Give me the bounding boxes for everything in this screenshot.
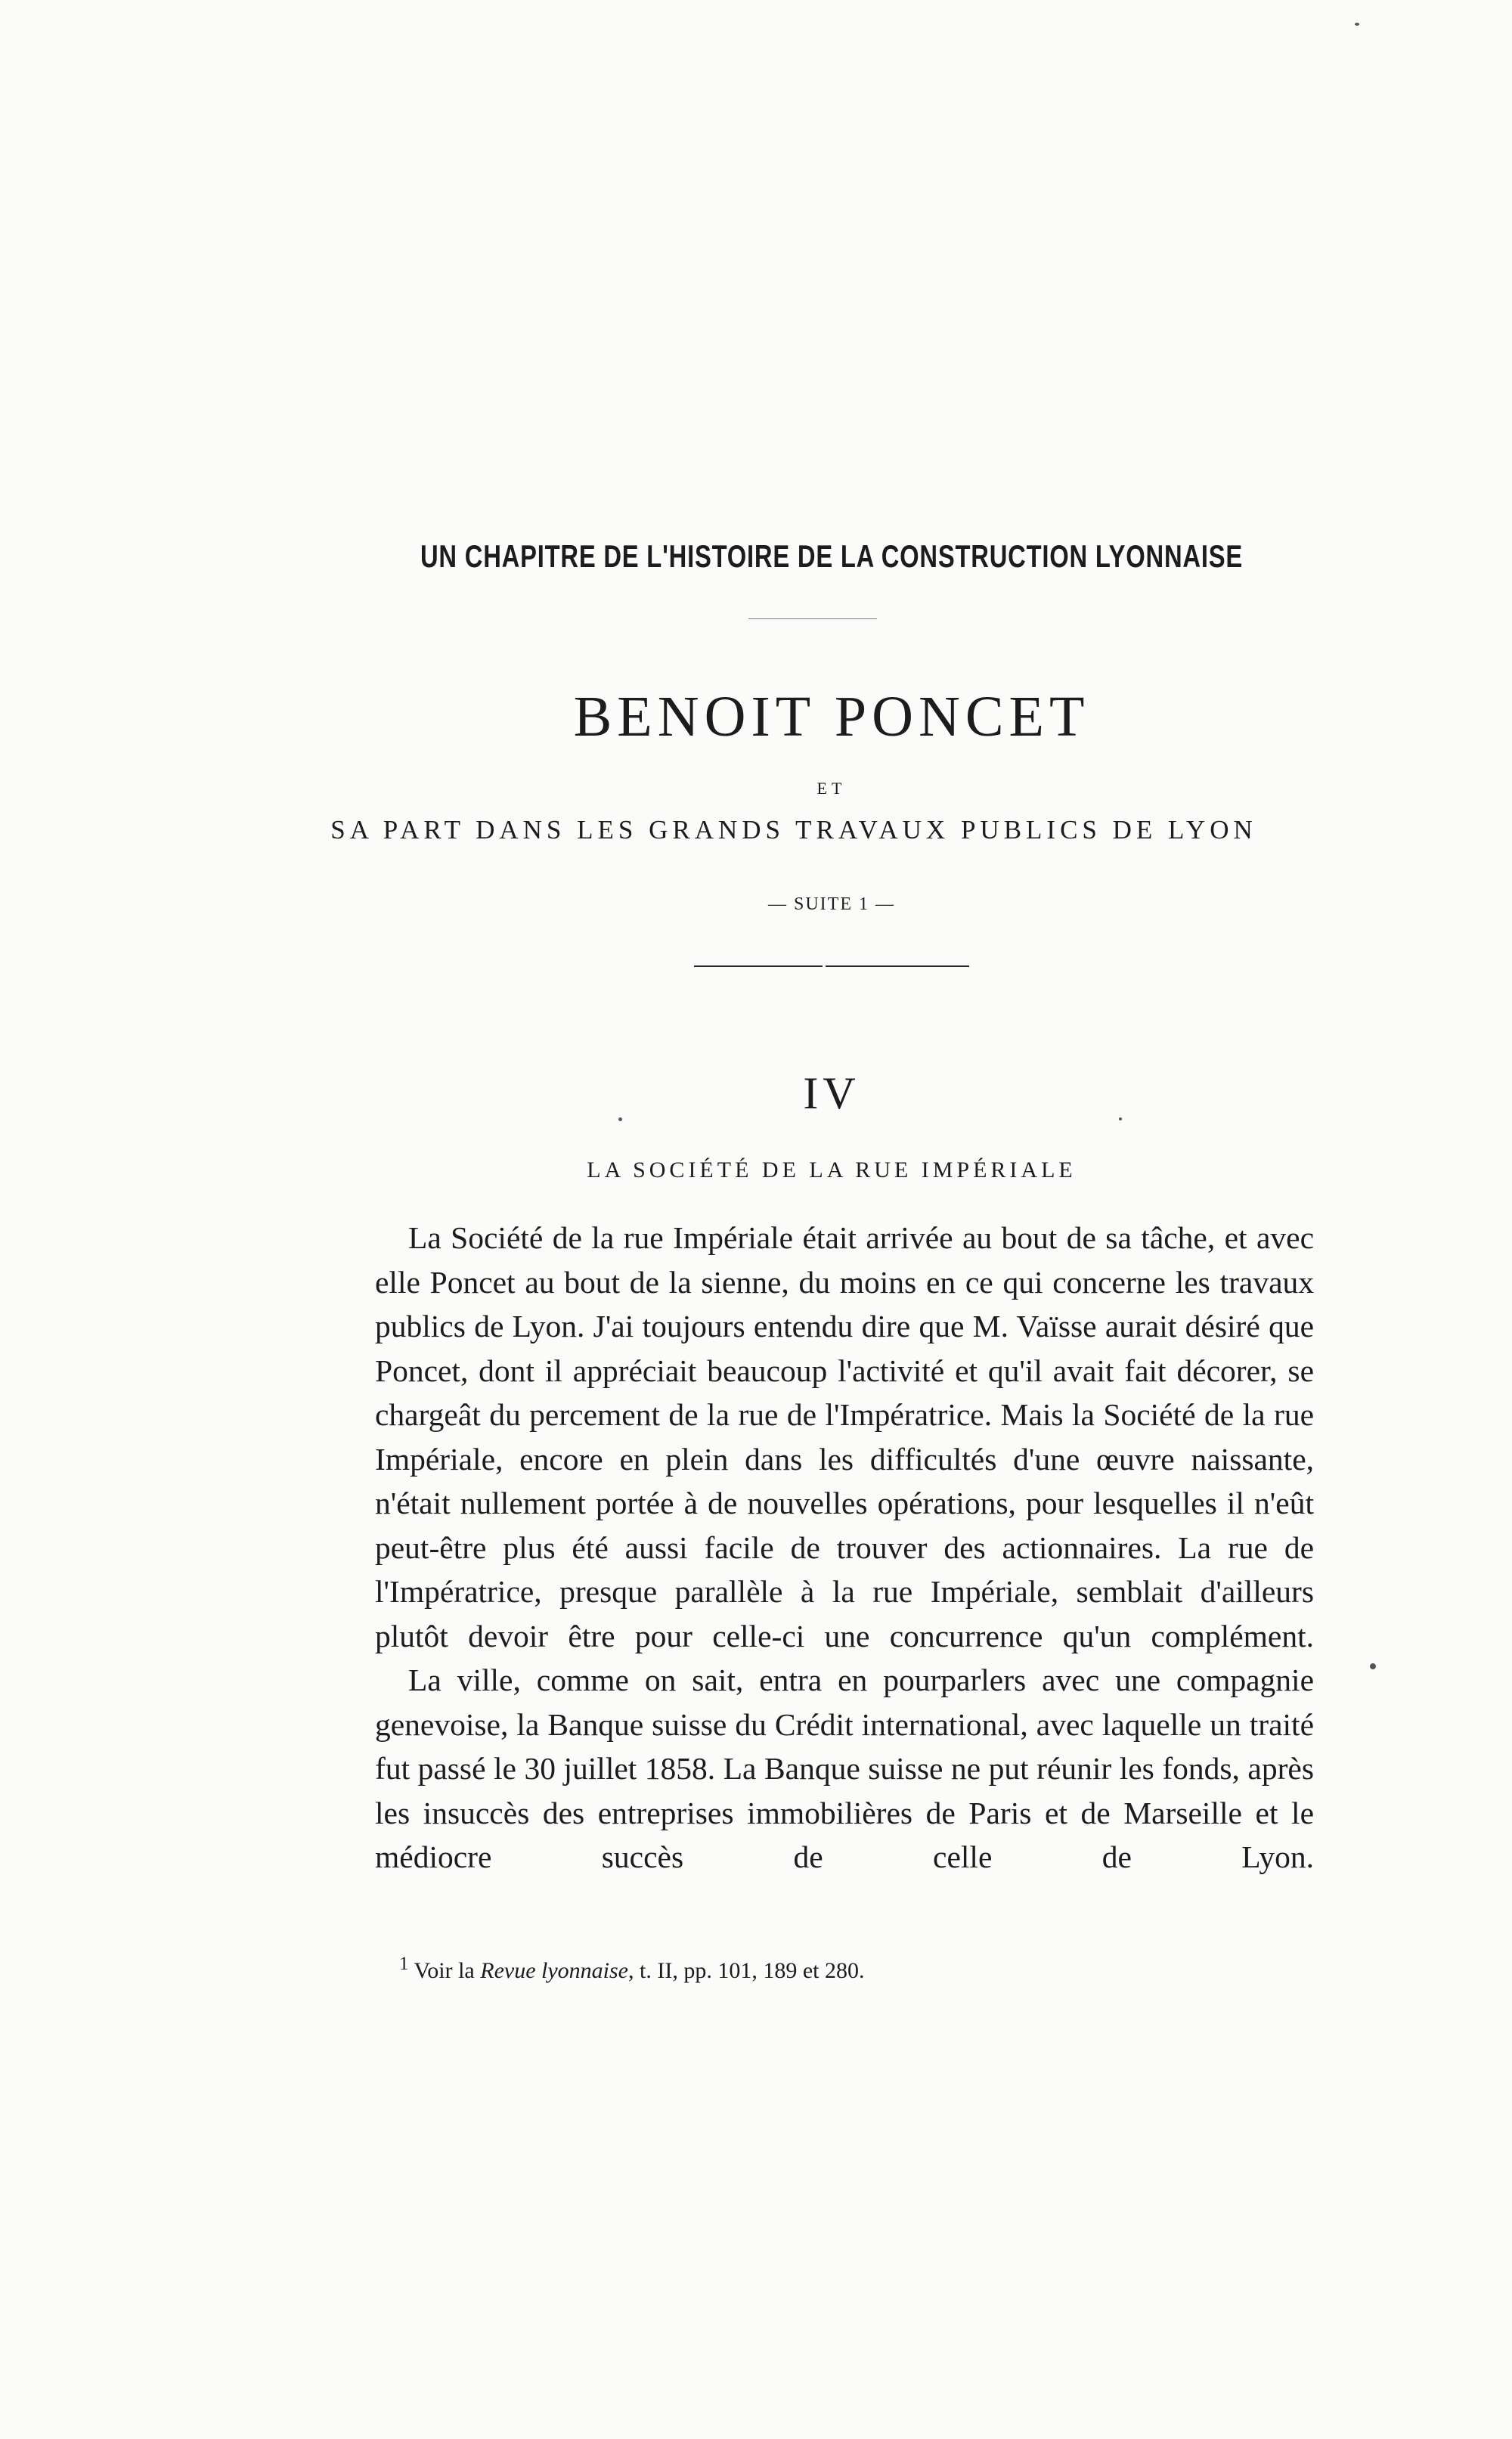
continuation-note: — SUITE 1 — [768, 894, 895, 914]
article-subtitle: SA PART DANS LES GRANDS TRAVAUX PUBLICS DE LYON [330, 815, 1257, 845]
footnote [399, 1954, 864, 1984]
footnote-suffix: , t. II, pp. 101, 189 et 280. [628, 1958, 865, 1983]
footnote-marker: 1 [399, 1954, 409, 1974]
separator-rule-right [826, 965, 969, 967]
section-title: LA SOCIÉTÉ DE LA RUE IMPÉRIALE [587, 1158, 1077, 1182]
scan-speck [1370, 1663, 1376, 1669]
separator-rule-left [694, 965, 823, 967]
scan-speck [1119, 1117, 1122, 1120]
article-title: BENOIT PONCET [573, 685, 1090, 748]
kicker-rule [748, 618, 877, 619]
scan-speck [1355, 23, 1359, 26]
footnote-journal: Revue lyonnaise [480, 1958, 628, 1983]
series-kicker: UN CHAPITRE DE L'HISTOIRE DE LA CONSTRUCTION LYONNAISE [420, 538, 1244, 574]
paragraph: La ville, comme on sait, entra en pourparlers avec une compagnie genevoise, la Banque suisse du Crédit international, avec laquelle un traité fut passé le 30 juillet 1858. La Banque suisse ne put réunir les fonds, après les insuccès des entreprises immobilières de Paris et de Marseille et le médiocre succès de celle de Lyon. [375, 1663, 1314, 1874]
chapter-number: IV [803, 1068, 860, 1118]
footnote-prefix: Voir la [414, 1958, 475, 1983]
title-conjunction: ET [816, 779, 847, 798]
scan-speck [618, 1117, 622, 1121]
paragraph: La Société de la rue Impériale était arrivée au bout de sa tâche, et avec elle Poncet au bout de la sienne, du moins en ce qui concerne les travaux publics de Lyon. J'ai toujours entendu dire que M. Vaïsse aurait désiré que Poncet, dont il appréciait beaucoup l'activité et qu'il avait fait décorer, se chargeât du percement de la rue de l'Impératrice. Mais la Société de la rue Impériale, encore en plein dans les difficultés d'une œuvre naissante, n'était nullement portée à de nouvelles opérations, pour lesquelles il n'eût peut-être plus été aussi facile de trouver des actionnaires. La rue de l'Impératrice, presque parallèle à la rue Impériale, semblait d'ailleurs plutôt devoir être pour celle-ci une concurrence qu'un complément. [375, 1220, 1314, 1653]
body-text [375, 1216, 1314, 1880]
